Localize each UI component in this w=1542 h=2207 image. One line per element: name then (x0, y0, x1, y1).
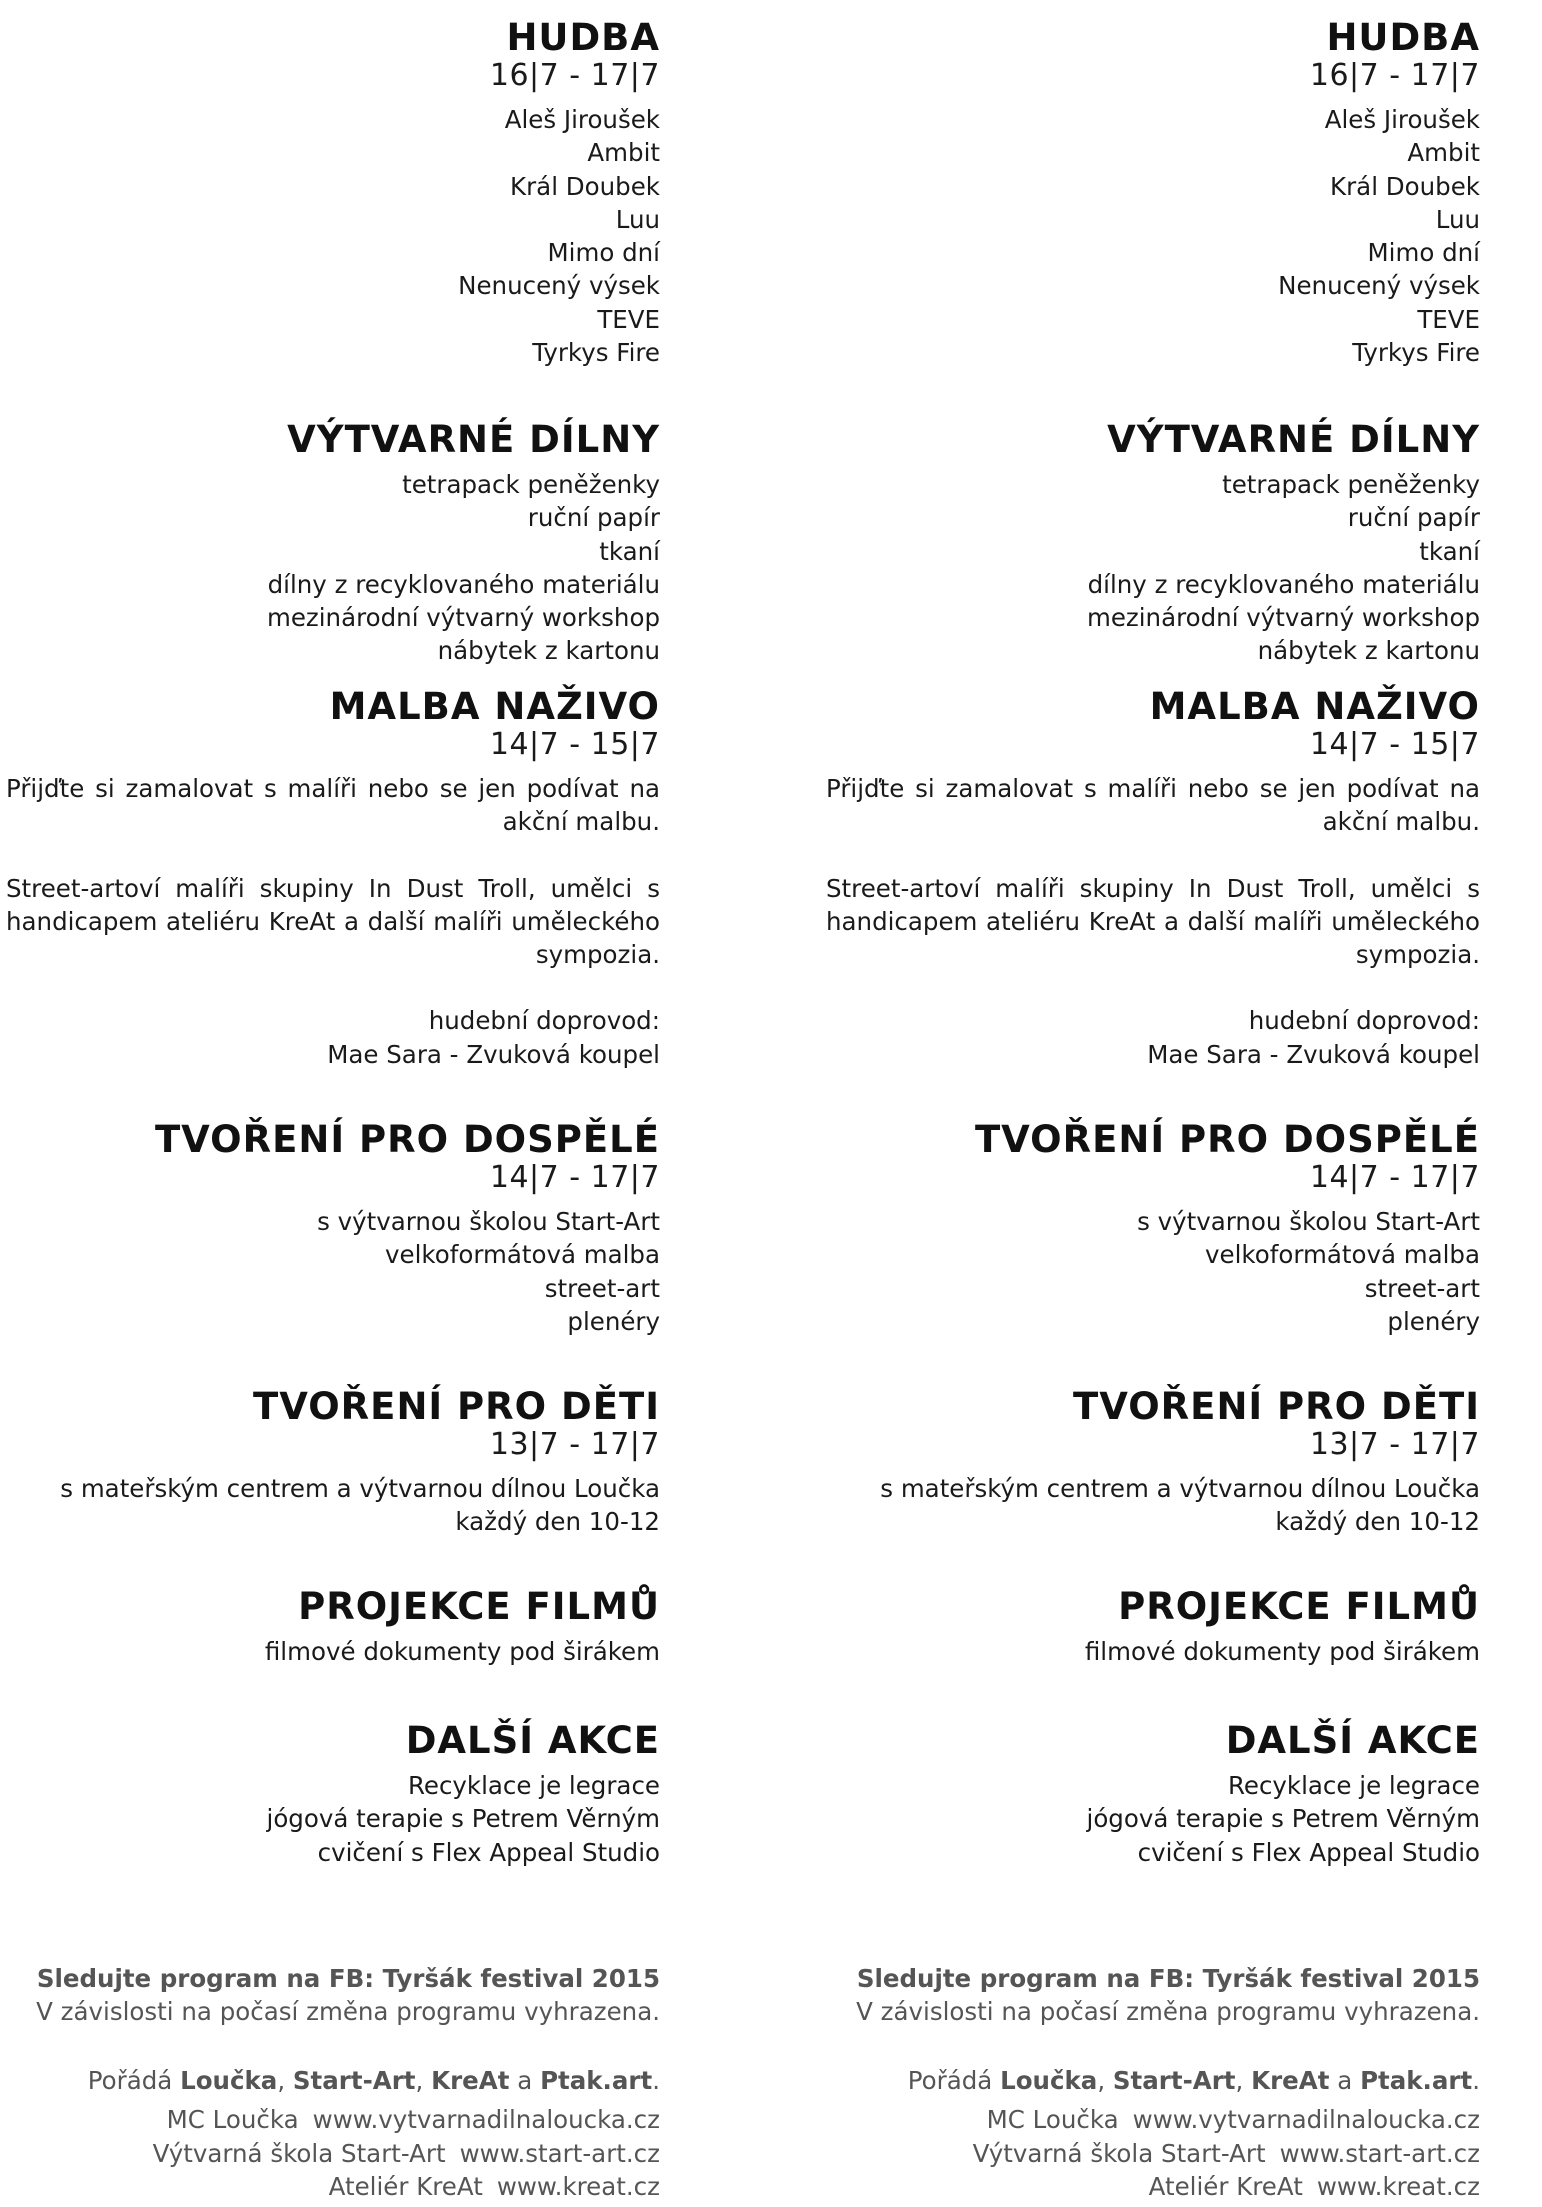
deti-paragraph: s mateřským centrem a výtvarnou dílnou Loučka (880, 1474, 1480, 1503)
section-title: MALBA NAŽIVO (1149, 685, 1480, 728)
filmy-list (6, 1635, 660, 1668)
list-item: TEVE (597, 304, 660, 334)
web-link-row: Ateliér KreAt www.kreat.cz (1148, 2171, 1480, 2201)
organizer-kreat: KreAt (431, 2066, 510, 2095)
list-item: Tyrkys Fire (1352, 338, 1480, 368)
akce-section (826, 1719, 1480, 1869)
footer-organizers: Pořádá Loučka, Start-Art, KreAt a Ptak.art. (87, 2066, 660, 2095)
list-item: velkoformátová malba (1205, 1240, 1480, 1270)
list-item: tkaní (1419, 536, 1480, 566)
deti-schedule (6, 1505, 660, 1538)
hudba-section (826, 16, 1480, 369)
list-item: filmové dokumenty pod širákem (1084, 1637, 1480, 1666)
list-item: s výtvarnou školou Start-Art (1137, 1207, 1480, 1236)
music-performer: Mae Sara - Zvuková koupel (1147, 1039, 1480, 1069)
malba-paragraph-2: Street-artoví malíři skupiny In Dust Troll, umělci s handicapem ateliéru KreAt a další malíři uměleckého sympozia. (6, 873, 660, 970)
section-date: 13|7 - 17|7 (489, 1427, 660, 1462)
organizer-loucka: Loučka (180, 2066, 278, 2095)
list-item: Nenucený výsek (458, 271, 660, 301)
program-column-right (820, 0, 1480, 2207)
deti-section (826, 1385, 1480, 1539)
section-title: MALBA NAŽIVO (329, 685, 660, 728)
list-item: ruční papír (1347, 503, 1480, 533)
malba-paragraph-2: Street-artoví malíři skupiny In Dust Troll, umělci s handicapem ateliéru KreAt a další malíři uměleckého sympozia. (826, 873, 1480, 970)
web-link-row: MC Loučka www.vytvarnadilnaloucka.cz (166, 2105, 660, 2135)
list-item: Tyrkys Fire (532, 338, 660, 368)
section-title: VÝTVARNÉ DÍLNY (287, 418, 660, 461)
organizer-kreat: KreAt (1251, 2066, 1330, 2095)
organizer-ptak-art: Ptak.art (540, 2066, 653, 2095)
dospele-section (826, 1118, 1480, 1338)
section-title: TVOŘENÍ PRO DOSPĚLÉ (974, 1118, 1480, 1161)
section-title: TVOŘENÍ PRO DOSPĚLÉ (154, 1118, 660, 1161)
deti-section (6, 1385, 660, 1539)
web-link-row: Ateliér KreAt www.kreat.cz (328, 2171, 660, 2201)
section-date: 13|7 - 17|7 (1309, 1427, 1480, 1462)
deti-paragraph: s mateřským centrem a výtvarnou dílnou Loučka (60, 1474, 660, 1503)
list-item: Ambit (587, 138, 660, 168)
list-item: velkoformátová malba (385, 1240, 660, 1270)
filmy-section (826, 1585, 1480, 1668)
list-item: Luu (1435, 204, 1480, 234)
deti-schedule (826, 1505, 1480, 1538)
web-link[interactable]: www.start-art.cz (1279, 2138, 1480, 2168)
list-item: Král Doubek (1330, 171, 1480, 201)
hudba-section (6, 16, 660, 369)
list-item: Ambit (1407, 138, 1480, 168)
music-label: hudební doprovod: (428, 1006, 660, 1036)
list-item: mezinárodní výtvarný workshop (1086, 603, 1480, 633)
section-title: DALŠÍ AKCE (405, 1719, 660, 1762)
program-column-left (0, 0, 660, 2207)
list-item: plenéry (567, 1306, 660, 1336)
section-title: TVOŘENÍ PRO DĚTI (1073, 1385, 1480, 1428)
footer-weather: V závislosti na počasí změna programu vyhrazena. (856, 1997, 1480, 2026)
dilny-list (826, 468, 1480, 668)
malba-paragraph-1: Přijďte si zamalovat s malíři nebo se jen podívat na akční malbu. (826, 774, 1480, 837)
list-item: jógová terapie s Petrem Věrným (1086, 1804, 1480, 1834)
list-item: mezinárodní výtvarný workshop (266, 603, 660, 633)
list-item: jógová terapie s Petrem Věrným (266, 1804, 660, 1834)
web-link[interactable]: www.vytvarnadilnaloucka.cz (312, 2105, 660, 2135)
web-link[interactable]: www.start-art.cz (459, 2138, 660, 2168)
akce-list (826, 1769, 1480, 1869)
list-item: každý den 10-12 (455, 1507, 660, 1537)
list-item: Král Doubek (510, 171, 660, 201)
section-title: PROJEKCE FILMŮ (1118, 1585, 1480, 1628)
music-performer: Mae Sara - Zvuková koupel (327, 1039, 660, 1069)
akce-list (6, 1769, 660, 1869)
filmy-list (826, 1635, 1480, 1668)
hudba-list (6, 103, 660, 369)
list-item: tetrapack peněženky (1222, 470, 1480, 499)
section-date: 16|7 - 17|7 (489, 58, 660, 93)
organizer-ptak-art: Ptak.art (1360, 2066, 1473, 2095)
section-date: 14|7 - 17|7 (489, 1160, 660, 1195)
organizer-loucka: Loučka (1000, 2066, 1098, 2095)
dospele-list (6, 1205, 660, 1338)
section-title: TVOŘENÍ PRO DĚTI (253, 1385, 660, 1428)
list-item: ruční papír (527, 503, 660, 533)
list-item: Aleš Jiroušek (1324, 105, 1480, 134)
dilny-section (826, 418, 1480, 668)
section-date: 14|7 - 15|7 (1309, 727, 1480, 762)
list-item: plenéry (1387, 1306, 1480, 1336)
list-item: Recyklace je legrace (1227, 1771, 1480, 1800)
footer-organizers: Pořádá Loučka, Start-Art, KreAt a Ptak.art. (907, 2066, 1480, 2095)
organizer-start-art: Start-Art (1112, 2066, 1236, 2095)
footer (826, 1962, 1480, 2203)
web-link[interactable]: www.kreat.cz (1316, 2171, 1480, 2201)
list-item: Aleš Jiroušek (504, 105, 660, 134)
malba-paragraph-1: Přijďte si zamalovat s malíři nebo se jen podívat na akční malbu. (6, 774, 660, 837)
section-title: HUDBA (506, 16, 660, 59)
organizer-start-art: Start-Art (292, 2066, 416, 2095)
section-date: 14|7 - 15|7 (489, 727, 660, 762)
footer-follow: Sledujte program na FB: Tyršák festival 2015 (36, 1964, 660, 1993)
dospele-list (826, 1205, 1480, 1338)
malba-section (6, 685, 660, 1071)
section-title: PROJEKCE FILMŮ (298, 1585, 660, 1628)
web-link-row: Výtvarná škola Start-Art www.start-art.cz (152, 2138, 660, 2168)
list-item: tetrapack peněženky (402, 470, 660, 499)
hudba-list (826, 103, 1480, 369)
section-date: 16|7 - 17|7 (1309, 58, 1480, 93)
list-item: Mimo dní (1367, 238, 1480, 268)
footer-follow: Sledujte program na FB: Tyršák festival 2015 (856, 1964, 1480, 1993)
web-link-row: MC Loučka www.vytvarnadilnaloucka.cz (986, 2105, 1480, 2135)
list-item: nábytek z kartonu (1257, 636, 1480, 666)
section-title: DALŠÍ AKCE (1225, 1719, 1480, 1762)
list-item: TEVE (1417, 304, 1480, 334)
malba-music (826, 1004, 1480, 1071)
list-item: filmové dokumenty pod širákem (264, 1637, 660, 1666)
section-title: HUDBA (1326, 16, 1480, 59)
web-link[interactable]: www.kreat.cz (496, 2171, 660, 2201)
akce-section (6, 1719, 660, 1869)
list-item: s výtvarnou školou Start-Art (317, 1207, 660, 1236)
list-item: Mimo dní (547, 238, 660, 268)
dilny-list (6, 468, 660, 668)
list-item: dílny z recyklovaného materiálu (1087, 569, 1480, 599)
list-item: dílny z recyklovaného materiálu (267, 569, 660, 599)
list-item: tkaní (599, 536, 660, 566)
list-item: Recyklace je legrace (407, 1771, 660, 1800)
malba-music (6, 1004, 660, 1071)
list-item: street-art (544, 1273, 660, 1303)
filmy-section (6, 1585, 660, 1668)
list-item: cvičení s Flex Appeal Studio (1137, 1837, 1480, 1867)
list-item: každý den 10-12 (1275, 1507, 1480, 1537)
list-item: nábytek z kartonu (437, 636, 660, 666)
web-link[interactable]: www.vytvarnadilnaloucka.cz (1132, 2105, 1480, 2135)
web-link-row: Výtvarná škola Start-Art www.start-art.cz (972, 2138, 1480, 2168)
list-item: cvičení s Flex Appeal Studio (317, 1837, 660, 1867)
footer (6, 1962, 660, 2203)
section-date: 14|7 - 17|7 (1309, 1160, 1480, 1195)
list-item: Nenucený výsek (1278, 271, 1480, 301)
malba-section (826, 685, 1480, 1071)
list-item: Luu (615, 204, 660, 234)
section-title: VÝTVARNÉ DÍLNY (1107, 418, 1480, 461)
footer-weather: V závislosti na počasí změna programu vyhrazena. (36, 1997, 660, 2026)
dilny-section (6, 418, 660, 668)
list-item: street-art (1364, 1273, 1480, 1303)
dospele-section (6, 1118, 660, 1338)
music-label: hudební doprovod: (1248, 1006, 1480, 1036)
